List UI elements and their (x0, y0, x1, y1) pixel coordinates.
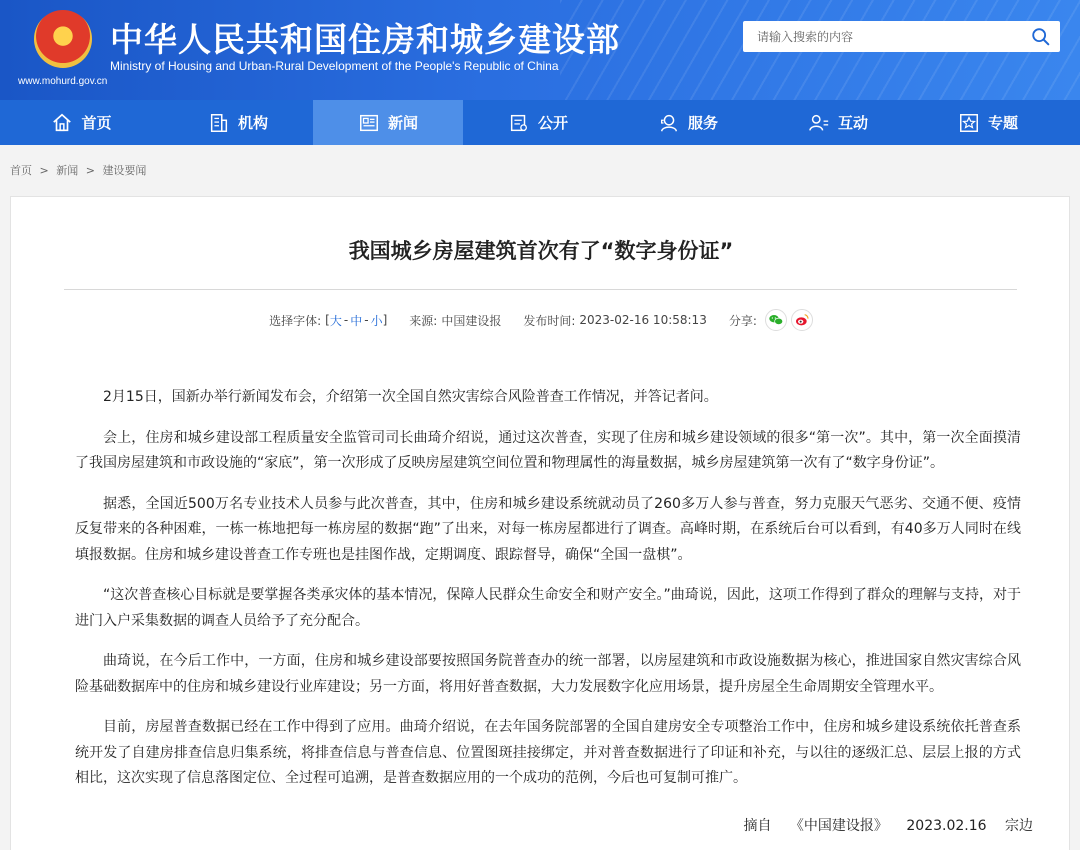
document-icon (508, 112, 530, 134)
service-icon (658, 112, 680, 134)
nav-item-topics[interactable] (913, 100, 1063, 145)
breadcrumb (10, 162, 150, 178)
wechat-share-icon[interactable] (765, 309, 787, 331)
font-size-medium-link[interactable]: 中 (350, 313, 363, 328)
national-emblem-icon: ★ (34, 10, 92, 68)
source-label: 来源: (409, 313, 438, 328)
nav-label: 互动 (837, 114, 868, 132)
breadcrumb-separator: > (85, 164, 95, 177)
building-icon (208, 112, 230, 134)
source-date: 2023.02.16 (906, 818, 987, 834)
article-paragraph: 目前，房屋普查数据已经在工作中得到了应用。曲琦介绍说，在去年国务院部署的全国自建房安全专项整治工作中，住房和城乡建设系统依托普查系统开发了自建房排查信息归集系统，将排查信息与普查信息、位置图斑挂接绑定，并对普查数据进行了印证和补充，与以往的逐级汇总、层层上报的方式相比，这次实现了信息落图定位、全过程可追溯，是普查数据应用的一个成功的范例，今后也可复制可推广。 (75, 719, 1021, 786)
weibo-share-icon[interactable] (791, 309, 813, 331)
nav-item-interaction[interactable] (763, 100, 913, 145)
excerpt-label: 摘自 (743, 818, 772, 834)
nav-label: 首页 (81, 114, 112, 132)
article-paragraph: 会上，住房和城乡建设部工程质量安全监管司司长曲琦介绍说，通过这次普查，实现了住房和城乡建设领域的很多“第一次”。其中，第一次全面摸清了我国房屋建筑和市政设施的“家底”，第一次形成了反映房屋建筑空间位置和物理属性的海量数据，城乡房屋建筑第一次有了“数字身份证”。 (75, 429, 1021, 471)
font-size-bracket-open: [ (325, 313, 330, 327)
source-value: 中国建设报 (441, 313, 502, 328)
editor-name: 宗边 (1005, 818, 1033, 834)
topic-icon (958, 112, 980, 134)
news-icon (358, 112, 380, 134)
article-source-line (729, 815, 1033, 835)
home-icon (51, 112, 73, 134)
article-paragraph: 曲琦说，在今后工作中，一方面，住房和城乡建设部要按照国务院普查办的统一部署，以房屋建筑和市政设施数据为核心，推进国家自然灾害综合风险基础数据库中的住房和城乡建设行业库建设；另一方面，将用好普查数据，大力发展数字化应用场景，提升房屋全生命周期安全管理水平。 (75, 653, 1021, 695)
nav-label: 机构 (237, 114, 268, 132)
nav-label: 专题 (987, 114, 1018, 132)
article-body (75, 385, 1021, 807)
nav-item-home[interactable] (0, 100, 163, 145)
search-icon[interactable] (1030, 26, 1052, 48)
share-label: 分享: (728, 313, 757, 328)
nav-label: 服务 (687, 114, 718, 132)
article-paragraph: 2月15日，国新办举行新闻发布会，介绍第一次全国自然灾害综合风险普查工作情况，并答记者问。 (103, 389, 718, 405)
breadcrumb-separator: > (39, 164, 49, 177)
font-size-small-link[interactable]: 小 (370, 313, 383, 328)
main-nav (0, 100, 1080, 145)
publish-time-label: 发布时间: (523, 313, 576, 328)
article-paragraph: 据悉，全国近500万名专业技术人员参与此次普查，其中，住房和城乡建设系统就动员了260多万人参与普查，努力克服天气恶劣、交通不便、疫情反复带来的各种困难，一栋一栋地把每一栋房屋的数据“跑”了出来，对每一栋房屋都进行了调查。高峰时期，在系统后台可以看到，有40多万人同时在线填报数据。住房和城乡建设普查工作专班也是挂图作战，定期调度、跟踪督导，确保“全国一盘棋”。 (75, 495, 1021, 563)
breadcrumb-current[interactable]: 建设要闻 (102, 164, 147, 177)
search-input[interactable] (743, 21, 1018, 52)
font-size-large-link[interactable]: 大 (329, 313, 342, 328)
nav-item-news[interactable] (313, 100, 463, 145)
article-panel (10, 196, 1070, 850)
article-title: 我国城乡房屋建筑首次有了“数字身份证” (348, 239, 734, 263)
font-size-separator: - (364, 313, 369, 327)
publish-time-value: 2023-02-16 10:58:13 (579, 313, 707, 327)
nav-label: 公开 (537, 114, 568, 132)
title-divider (64, 289, 1017, 290)
site-subtitle: Ministry of Housing and Urban-Rural Development of the People's Republic of China (110, 59, 559, 73)
nav-label: 新闻 (387, 114, 418, 132)
breadcrumb-home[interactable]: 首页 (10, 164, 32, 177)
font-size-bracket-close: ] (382, 313, 388, 327)
source-paper: 《中国建设报》 (789, 818, 888, 834)
interaction-icon (808, 112, 830, 134)
search-box (743, 21, 1060, 52)
site-title: 中华人民共和国住房和城乡建设部 (110, 20, 620, 59)
font-size-label: 选择字体: (269, 313, 322, 328)
font-size-separator: - (343, 313, 349, 327)
article-paragraph: “这次普查核心目标就是要掌握各类承灾体的基本情况，保障人民群众生命安全和财产安全。”曲琦说，因此，这项工作得到了群众的理解与支持，对于进门入户采集数据的调查人员给予了充分配合。 (75, 587, 1021, 629)
article-meta (11, 309, 1071, 331)
nav-item-institutions[interactable] (163, 100, 313, 145)
nav-item-service[interactable] (613, 100, 763, 145)
site-header (0, 0, 1080, 100)
breadcrumb-news[interactable]: 新闻 (56, 164, 79, 177)
nav-item-public[interactable] (463, 100, 613, 145)
site-url: www.mohurd.gov.cn (18, 76, 108, 87)
